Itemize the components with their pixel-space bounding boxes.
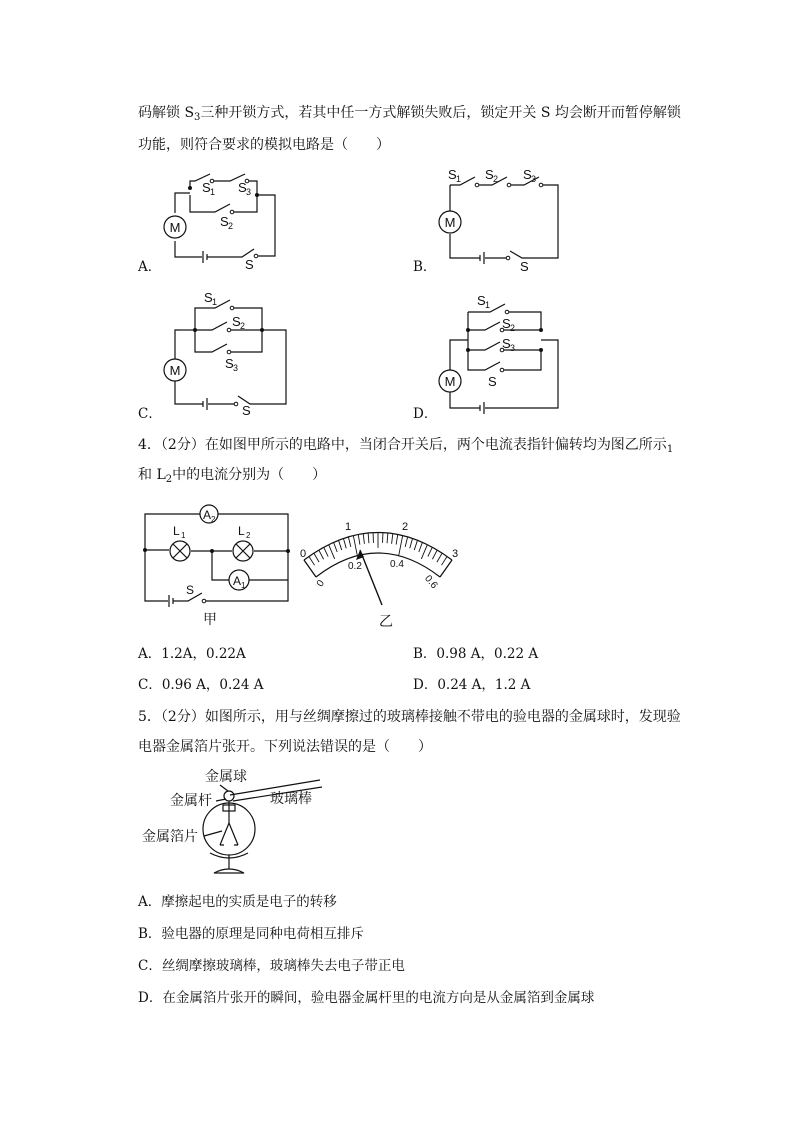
meter-tick (329, 545, 335, 559)
meter-tick (314, 553, 319, 562)
svg-text:3: 3 (246, 187, 252, 197)
q4-option-a: A．1.2A，0.22A (138, 646, 246, 662)
circuit-diagram-a (150, 165, 290, 275)
q5-text-line-1: 5．（2分）如图所示，用与丝绸摩擦过的玻璃棒接触不带电的验电器的金属球时，发现验 (138, 709, 681, 725)
svg-text:2: 2 (228, 221, 234, 231)
svg-text:0.4: 0.4 (390, 559, 404, 570)
meter-tick (410, 538, 413, 548)
option-d-letter: D． (413, 406, 438, 422)
svg-text:1: 1 (485, 300, 491, 310)
meter-tick (319, 550, 324, 559)
circuit-diagram-jia (140, 500, 290, 630)
figure-label-yi: 乙 (379, 613, 393, 629)
svg-text:A: A (203, 508, 212, 522)
meter-tick (309, 556, 315, 565)
meter-tick (396, 534, 398, 544)
svg-text:S: S (245, 257, 254, 272)
svg-text:2: 2 (510, 323, 516, 333)
q5-option-d: D．在金属箔片张开的瞬间，验电器金属杆里的电流方向是从金属箔到金属球 (138, 990, 595, 1006)
q5-option-b: B．验电器的原理是同种电荷相互排斥 (138, 926, 364, 942)
q4-option-d: D．0.24 A，1.2 A (413, 677, 531, 693)
meter-tick (324, 547, 328, 556)
meter-tick (339, 540, 342, 550)
svg-text:2: 2 (211, 515, 216, 524)
meter-tick (419, 542, 423, 552)
svg-text:S: S (488, 374, 497, 389)
svg-text:3: 3 (531, 174, 537, 184)
meter-tick (343, 538, 346, 548)
svg-text:S: S (238, 180, 247, 195)
q5-option-a: A．摩擦起电的实质是电子的转移 (138, 894, 337, 910)
svg-text:S: S (477, 293, 486, 308)
q5-option-c: C．丝绸摩擦玻璃棒，玻璃棒失去电子带正电 (138, 958, 405, 974)
svg-text:1: 1 (345, 521, 352, 533)
svg-text:S: S (225, 356, 234, 371)
svg-text:L: L (238, 524, 245, 538)
meter-tick (387, 533, 388, 543)
svg-text:2: 2 (240, 321, 246, 331)
meter-tick (428, 547, 432, 556)
svg-text:金属箔片: 金属箔片 (142, 828, 198, 844)
svg-text:S: S (202, 180, 211, 195)
svg-text:S: S (502, 336, 511, 351)
meter-tick (414, 540, 417, 550)
q3-text-line-1: 码解锁 $S_3$三种开锁方式，若其中任一方式解锁失败后，锁定开关 S 均会断开而暂停解锁 (138, 105, 681, 123)
svg-text:2: 2 (246, 531, 251, 540)
svg-text:3: 3 (510, 343, 516, 353)
svg-text:S: S (485, 167, 494, 182)
circuit-diagram-c (150, 288, 300, 418)
svg-text:S: S (204, 290, 213, 305)
circuit-diagram-b (430, 163, 570, 273)
svg-text:S: S (448, 167, 457, 182)
q4-option-c: C．0.96 A，0.24 A (138, 677, 264, 693)
svg-text:S: S (242, 403, 251, 418)
meter-tick (334, 542, 338, 552)
svg-text:3: 3 (233, 363, 239, 373)
svg-text:1: 1 (210, 187, 216, 197)
option-c-letter: C． (138, 406, 162, 422)
svg-text:S: S (523, 167, 532, 182)
svg-text:S: S (502, 316, 511, 331)
svg-text:A: A (233, 574, 242, 588)
q4-text-line-2: 和 $L_2$中的电流分别为（ ） (138, 467, 327, 485)
svg-text:M: M (444, 374, 456, 389)
q4-option-b: B．0.98 A，0.22 A (413, 646, 539, 662)
svg-text:3: 3 (452, 548, 459, 560)
q4-text-line-1: 4．（2分）在如图甲所示的电路中，当闭合开关后，两个电流表指针偏转均为图乙所示$_1$ (138, 437, 674, 455)
svg-text:金属球: 金属球 (205, 768, 247, 784)
svg-text:M: M (444, 215, 456, 230)
option-b-letter: B． (413, 259, 437, 275)
meter-tick (421, 545, 427, 559)
figure-label-jia: 甲 (203, 611, 217, 627)
svg-text:S: S (232, 314, 241, 329)
svg-text:0: 0 (314, 578, 327, 590)
svg-text:S: S (186, 583, 195, 597)
q5-text-line-2: 电器金属箔片张开。下列说法错误的是（ ） (138, 739, 432, 755)
meter-tick (399, 536, 403, 556)
ammeter-scale-yi (290, 505, 470, 630)
svg-text:2: 2 (402, 521, 409, 533)
svg-text:1: 1 (456, 174, 462, 184)
meter-tick (405, 537, 407, 547)
svg-text:S: S (220, 214, 229, 229)
svg-text:S: S (520, 259, 529, 274)
meter-tick (441, 556, 447, 565)
meter-tick (432, 550, 437, 559)
svg-text:M: M (169, 363, 181, 378)
svg-text:L: L (173, 524, 180, 538)
meter-tick (358, 534, 360, 544)
svg-text:玻璃棒: 玻璃棒 (270, 790, 312, 806)
meter-tick (392, 534, 393, 544)
option-a-letter: A． (138, 259, 162, 275)
circuit-diagram-d (430, 290, 570, 415)
q3-text-line-2: 功能，则符合要求的模拟电路是（ ） (138, 137, 390, 153)
svg-text:金属杆: 金属杆 (170, 792, 212, 808)
electroscope-diagram (140, 765, 340, 880)
meter-tick (368, 533, 369, 543)
meter-tick (348, 537, 350, 547)
meter-tick (437, 553, 442, 562)
svg-text:0.2: 0.2 (348, 561, 362, 572)
meter-tick (363, 534, 364, 544)
motor-label: M (169, 220, 181, 235)
svg-text:0.6: 0.6 (422, 573, 440, 592)
svg-text:1: 1 (212, 297, 218, 307)
svg-text:0: 0 (300, 548, 307, 560)
meter-tick (353, 536, 357, 556)
svg-text:1: 1 (181, 531, 186, 540)
svg-text:2: 2 (493, 174, 499, 184)
svg-text:1: 1 (241, 581, 246, 590)
